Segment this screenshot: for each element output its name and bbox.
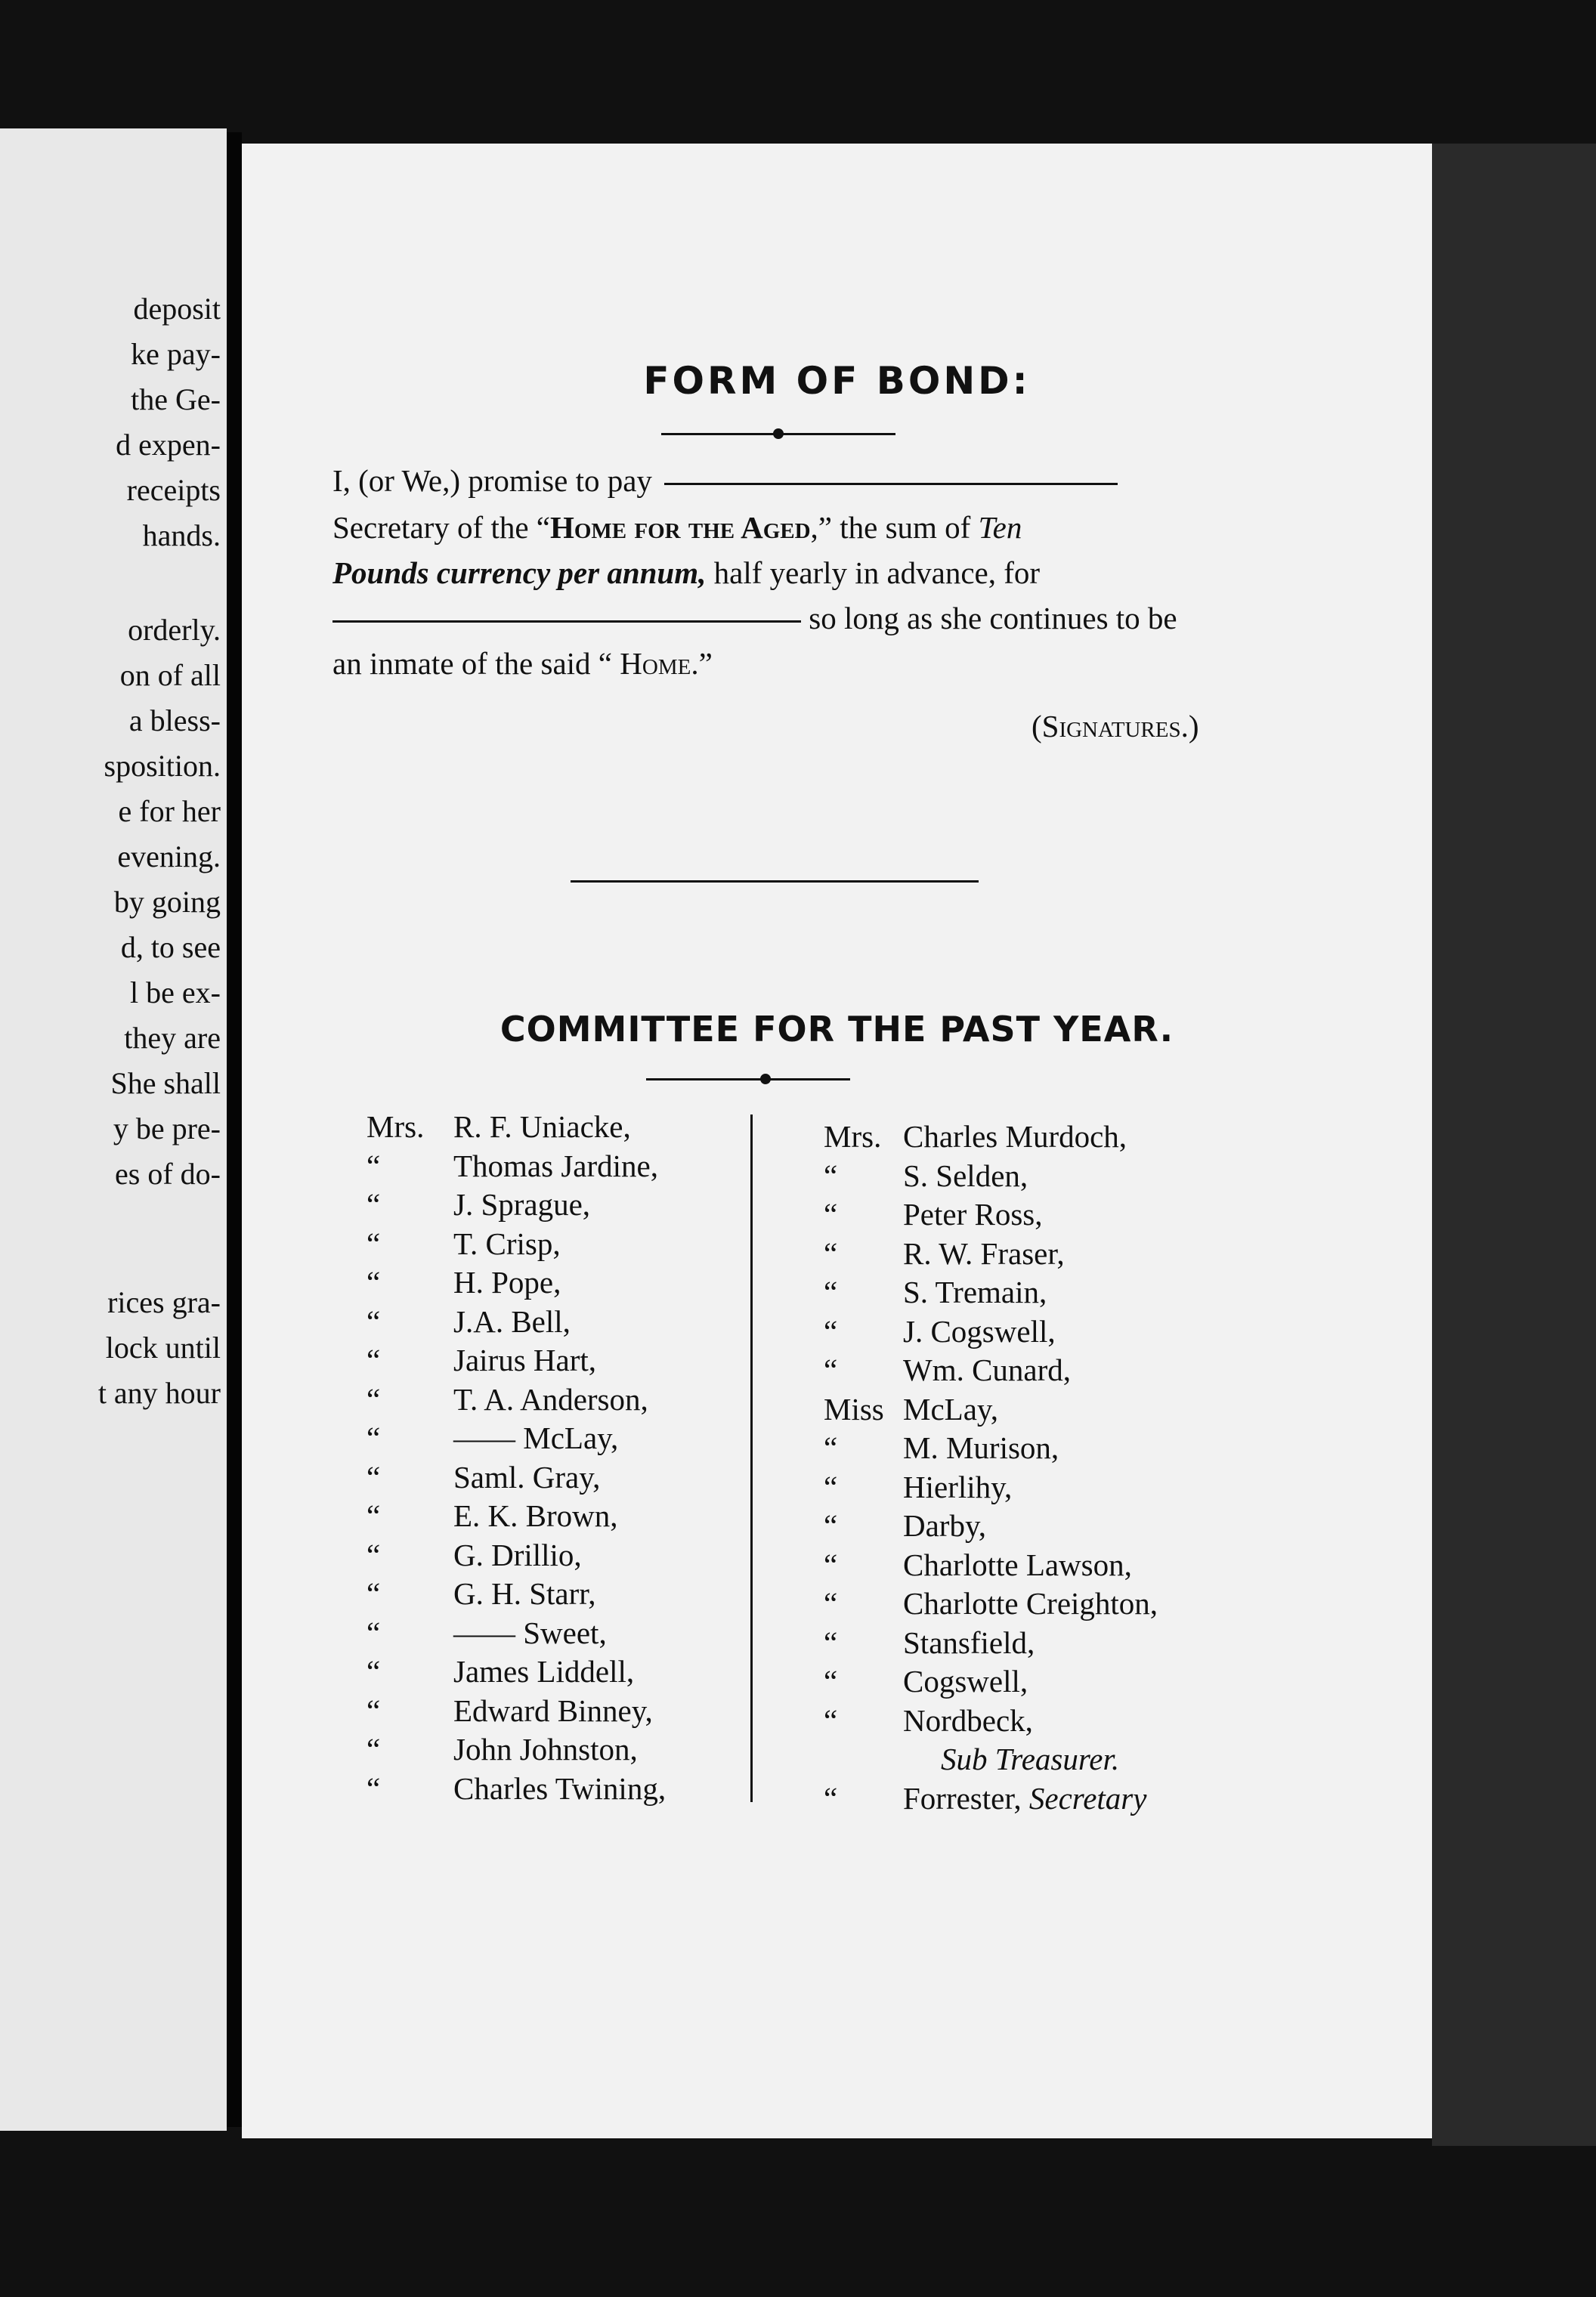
committee-member-name: —— Sweet, (453, 1615, 607, 1650)
committee-member-name: Jairus Hart, (453, 1343, 597, 1377)
committee-prefix: “ (824, 1780, 838, 1816)
committee-prefix: Mrs. (367, 1109, 425, 1144)
committee-prefix: “ (367, 1576, 381, 1611)
left-page-fragment: l be ex- (130, 975, 221, 1009)
committee-member-name: J. Cogswell, (903, 1313, 1056, 1349)
bond-line-4a: so long as she continues to be (801, 601, 1177, 635)
committee-member-name: T. A. Anderson, (453, 1381, 648, 1417)
committee-role: Secretary (1028, 1780, 1147, 1816)
committee-prefix: “ (824, 1313, 838, 1349)
committee-member-name: R. W. Fraser, (903, 1235, 1065, 1271)
committee-title: COMMITTEE FOR THE PAST YEAR. (500, 1009, 1174, 1050)
committee-member-name: Darby, (903, 1508, 987, 1543)
committee-member-name: H. Pope, (453, 1265, 561, 1300)
book-gutter (227, 132, 242, 2127)
committee-member-name: Charles Twining, (453, 1770, 667, 1806)
committee-member-name: Nordbeck, (903, 1702, 1033, 1738)
bond-title: FORM OF BOND: (643, 359, 1031, 403)
bond-line-5a: an inmate of the said “ (332, 646, 620, 681)
committee-prefix: “ (824, 1235, 838, 1271)
committee-member-name: S. Selden, (903, 1158, 1028, 1193)
committee-member-name: McLay, (903, 1391, 998, 1427)
committee-prefix: “ (367, 1693, 381, 1728)
left-page-fragment: t any hour (97, 1376, 221, 1410)
bond-line-3a: Pounds currency per annum, (332, 555, 707, 590)
bond-line-2a: Secretary of the “ (332, 510, 550, 545)
left-page-fragment: rices gra- (107, 1285, 221, 1319)
committee-prefix: “ (824, 1158, 838, 1193)
left-page-fragment: y be pre- (113, 1111, 221, 1145)
bond-line-2c: ,” the sum of (810, 510, 979, 545)
committee-prefix: “ (367, 1148, 381, 1183)
committee-prefix: “ (367, 1343, 381, 1377)
committee-member-name: Thomas Jardine, (453, 1148, 658, 1183)
home-for-aged-name: Home for the Aged (549, 510, 811, 545)
committee-prefix: “ (824, 1664, 838, 1699)
committee-member-name: Charles Murdoch, (903, 1119, 1127, 1154)
committee-member-name: M. Murison, (903, 1430, 1059, 1465)
column-divider (750, 1114, 753, 1802)
bond-line-5c: .” (691, 646, 713, 681)
committee-prefix: “ (367, 1498, 381, 1533)
committee-prefix: “ (367, 1381, 381, 1417)
committee-member-name: Stansfield, (903, 1625, 1035, 1660)
left-page-fragment: She shall (110, 1066, 221, 1100)
committee-member-name: Wm. Cunard, (903, 1353, 1072, 1387)
bond-line-3b: half yearly in advance, for (706, 555, 1041, 590)
committee-member-name: Edward Binney, (453, 1693, 653, 1728)
committee-role: Sub Treasurer. (941, 1742, 1120, 1776)
committee-member-name: E. K. Brown, (453, 1498, 618, 1533)
committee-member-name: T. Crisp, (453, 1226, 561, 1261)
bond-line-2 (332, 504, 1022, 551)
committee-prefix: “ (367, 1537, 381, 1572)
committee-member (903, 1775, 1146, 1822)
left-page-fragment: receipts (126, 473, 221, 507)
committee-member-name: Charlotte Lawson, (903, 1547, 1132, 1582)
committee-prefix: “ (367, 1615, 381, 1650)
committee-member (453, 1765, 666, 1812)
bond-line-1-text: I, (or We,) promise to pay (332, 463, 652, 498)
committee-prefix: “ (824, 1469, 838, 1504)
bond-line-1 (332, 457, 1118, 504)
left-page-fragment: evening. (117, 839, 221, 873)
committee-member-name: John Johnston, (453, 1732, 638, 1767)
committee-prefix: “ (367, 1421, 381, 1455)
left-page-fragment: on of all (119, 658, 221, 692)
committee-prefix: “ (824, 1702, 838, 1738)
left-page-fragment: a bless- (128, 703, 221, 737)
committee-prefix: “ (367, 1187, 381, 1222)
left-page-fragment: they are (124, 1021, 221, 1055)
committee-member-name: J.A. Bell, (453, 1303, 571, 1339)
left-page-fragment: es of do- (115, 1157, 221, 1191)
committee-member-name: Saml. Gray, (453, 1459, 601, 1495)
left-page-fragment: sposition. (104, 749, 221, 783)
committee-prefix: “ (824, 1586, 838, 1621)
bond-line-3 (332, 549, 1040, 596)
bond-line-4 (332, 595, 1177, 641)
section-divider-rule (571, 880, 979, 883)
committee-member-name: Cogswell, (903, 1664, 1028, 1699)
committee-prefix: “ (367, 1226, 381, 1261)
committee-member-name: G. H. Starr, (453, 1576, 596, 1611)
left-page-fragment: lock until (105, 1331, 221, 1365)
payee-blank (664, 483, 1118, 485)
left-page-fragment: by going (113, 885, 221, 919)
bond-line-2d: Ten (978, 510, 1022, 545)
committee-member-name: G. Drillio, (453, 1537, 582, 1572)
committee-member-name: R. F. Uniacke, (453, 1109, 631, 1144)
bond-home: Home (620, 646, 691, 681)
committee-member-name: —— McLay, (453, 1421, 619, 1455)
left-page-fragment: e for her (118, 794, 221, 828)
committee-prefix: “ (367, 1770, 381, 1806)
term-blank (332, 620, 801, 623)
committee-member-name: Peter Ross, (903, 1197, 1043, 1232)
committee-title-rule (646, 1078, 850, 1080)
left-page-fragment: d expen- (116, 428, 221, 462)
committee-member-name: Hierlihy, (903, 1469, 1013, 1504)
committee-prefix: “ (824, 1353, 838, 1387)
left-page-fragment: d, to see (120, 930, 221, 964)
left-page-fragment: the Ge- (131, 382, 221, 416)
signatures-label: (Signatures.) (1032, 709, 1199, 744)
committee-prefix: Mrs. (824, 1119, 882, 1154)
committee-prefix: “ (824, 1275, 838, 1309)
committee-member-name: Forrester, (903, 1780, 1029, 1816)
committee-member-name: Charlotte Creighton, (903, 1586, 1158, 1621)
left-page-fragment: ke pay- (131, 337, 221, 371)
bond-line-5 (332, 640, 713, 687)
committee-prefix: Miss (824, 1391, 884, 1427)
committee-rule-ornament (760, 1074, 771, 1084)
page-edge-stack (1432, 144, 1596, 2146)
committee-prefix: “ (824, 1197, 838, 1232)
left-facing-page (0, 128, 227, 2131)
committee-prefix: “ (824, 1430, 838, 1465)
committee-prefix: “ (367, 1732, 381, 1767)
left-page-fragment: deposit (133, 292, 221, 326)
committee-prefix: “ (367, 1459, 381, 1495)
committee-member-name: James Liddell, (453, 1654, 635, 1689)
committee-prefix: “ (824, 1625, 838, 1660)
committee-prefix: “ (824, 1547, 838, 1582)
left-page-fragment: hands. (142, 518, 221, 552)
title-rule-ornament (773, 428, 784, 439)
left-page-fragment: orderly. (128, 613, 221, 647)
committee-member-name: J. Sprague, (453, 1187, 591, 1222)
committee-member-name: S. Tremain, (903, 1275, 1047, 1309)
committee-prefix: “ (367, 1654, 381, 1689)
committee-prefix: “ (367, 1265, 381, 1300)
committee-prefix: “ (367, 1303, 381, 1339)
committee-prefix: “ (824, 1508, 838, 1543)
